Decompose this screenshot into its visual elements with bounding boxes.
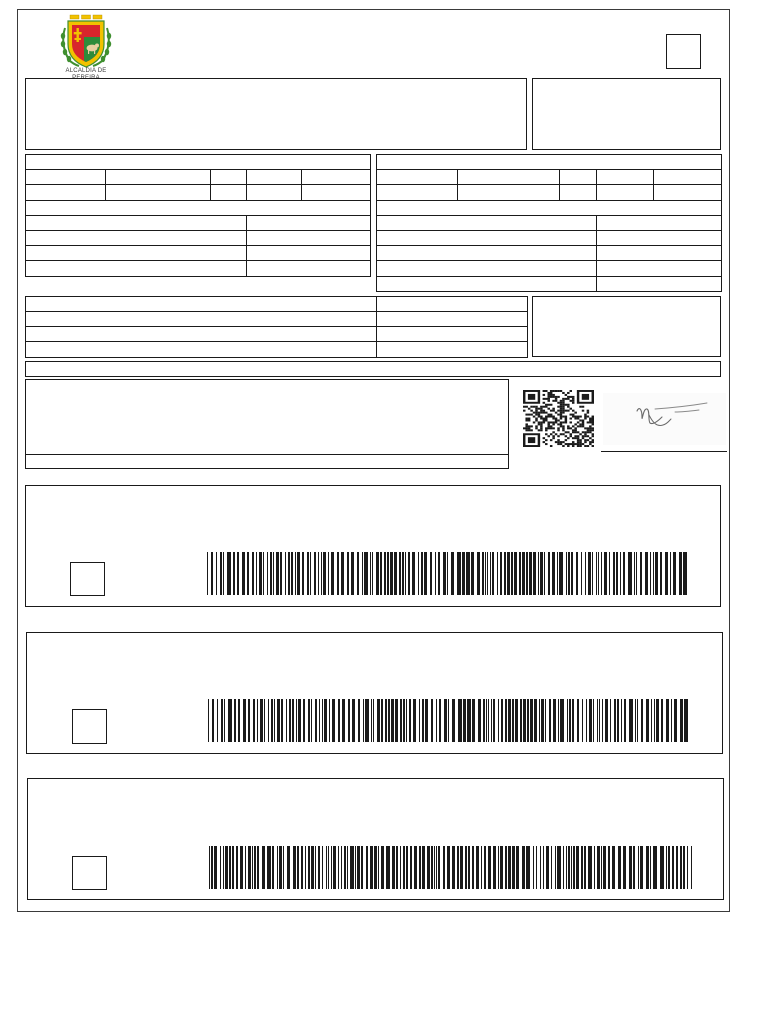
table-row: [26, 231, 371, 246]
table-row: [377, 216, 722, 231]
table-cell: [654, 170, 722, 185]
table-cell: [247, 246, 371, 261]
table-cell: [302, 170, 371, 185]
table-cell: [377, 312, 528, 327]
table-cell: [597, 246, 722, 261]
observations-divider: [26, 454, 508, 455]
table-cell: [377, 216, 597, 231]
signature-image: [603, 393, 726, 445]
barcode-icon: [208, 699, 692, 742]
table-cell: [106, 185, 211, 201]
table-cell: [597, 216, 722, 231]
table-cell: [26, 327, 377, 342]
table-cell: [597, 261, 722, 277]
table-cell: [26, 201, 371, 216]
table-cell: [106, 170, 211, 185]
table-cell: [26, 261, 247, 277]
table-cell: [560, 185, 597, 201]
table-cell: [26, 246, 247, 261]
table-row: [26, 246, 371, 261]
table-cell: [26, 170, 106, 185]
table-row: [377, 231, 722, 246]
table-cell: [302, 185, 371, 201]
table-cell: [26, 297, 377, 312]
table-cell: [597, 231, 722, 246]
table-cell: [377, 155, 722, 170]
table-row: [26, 201, 371, 216]
table-row: [377, 277, 722, 292]
observations-box: [25, 379, 509, 469]
table-cell: [26, 312, 377, 327]
checkbox-icon: [70, 562, 105, 596]
table-cell: [597, 185, 654, 201]
table-cell: [458, 185, 560, 201]
table-cell: [377, 297, 528, 312]
table-cell: [377, 246, 597, 261]
table-cell: [26, 216, 247, 231]
barcode-icon: [209, 846, 694, 889]
table-row: [26, 297, 528, 312]
table-cell: [654, 185, 722, 201]
table-cell: [377, 231, 597, 246]
table-row: [377, 155, 722, 170]
barcode-icon: [207, 552, 691, 595]
table-cell: [26, 342, 377, 358]
table-cell: [560, 170, 597, 185]
table-row: [26, 312, 528, 327]
total-box: [532, 296, 721, 357]
table-cell: [247, 231, 371, 246]
checkbox-icon: [72, 709, 107, 744]
table-row: [377, 185, 722, 201]
table-row: [26, 216, 371, 231]
signature-line: [601, 451, 727, 452]
table-cell: [247, 170, 302, 185]
table-cell: [377, 201, 722, 216]
coat-of-arms-icon: [57, 14, 115, 69]
info-table-right: [376, 154, 722, 292]
checkbox-icon: [666, 34, 701, 69]
table-cell: [458, 170, 560, 185]
document-number-box: [532, 78, 721, 150]
table-cell: [597, 170, 654, 185]
logo-caption-line1: ALCALDIA DE: [65, 68, 107, 74]
document-title-box: [25, 78, 527, 150]
table-cell: [26, 155, 371, 170]
table-cell: [247, 216, 371, 231]
table-row: [26, 155, 371, 170]
info-table-left: [25, 154, 371, 277]
table-cell: [26, 185, 106, 201]
table-cell: [211, 185, 247, 201]
table-cell: [377, 277, 597, 292]
table-cell: [377, 170, 458, 185]
notice-strip: [25, 361, 721, 377]
summary-table: [25, 296, 528, 358]
table-cell: [247, 261, 371, 277]
table-cell: [377, 261, 597, 277]
checkbox-icon: [72, 856, 107, 890]
qr-code-icon: [523, 390, 594, 447]
table-row: [26, 261, 371, 277]
table-cell: [26, 231, 247, 246]
table-row: [26, 185, 371, 201]
table-row: [26, 342, 528, 358]
table-row: [377, 201, 722, 216]
table-row: [377, 261, 722, 277]
table-row: [26, 170, 371, 185]
table-cell: [247, 185, 302, 201]
table-cell: [211, 170, 247, 185]
table-cell: [377, 185, 458, 201]
table-cell: [597, 277, 722, 292]
table-row: [377, 246, 722, 261]
table-row: [26, 327, 528, 342]
table-cell: [377, 342, 528, 358]
table-cell: [377, 327, 528, 342]
table-row: [377, 170, 722, 185]
